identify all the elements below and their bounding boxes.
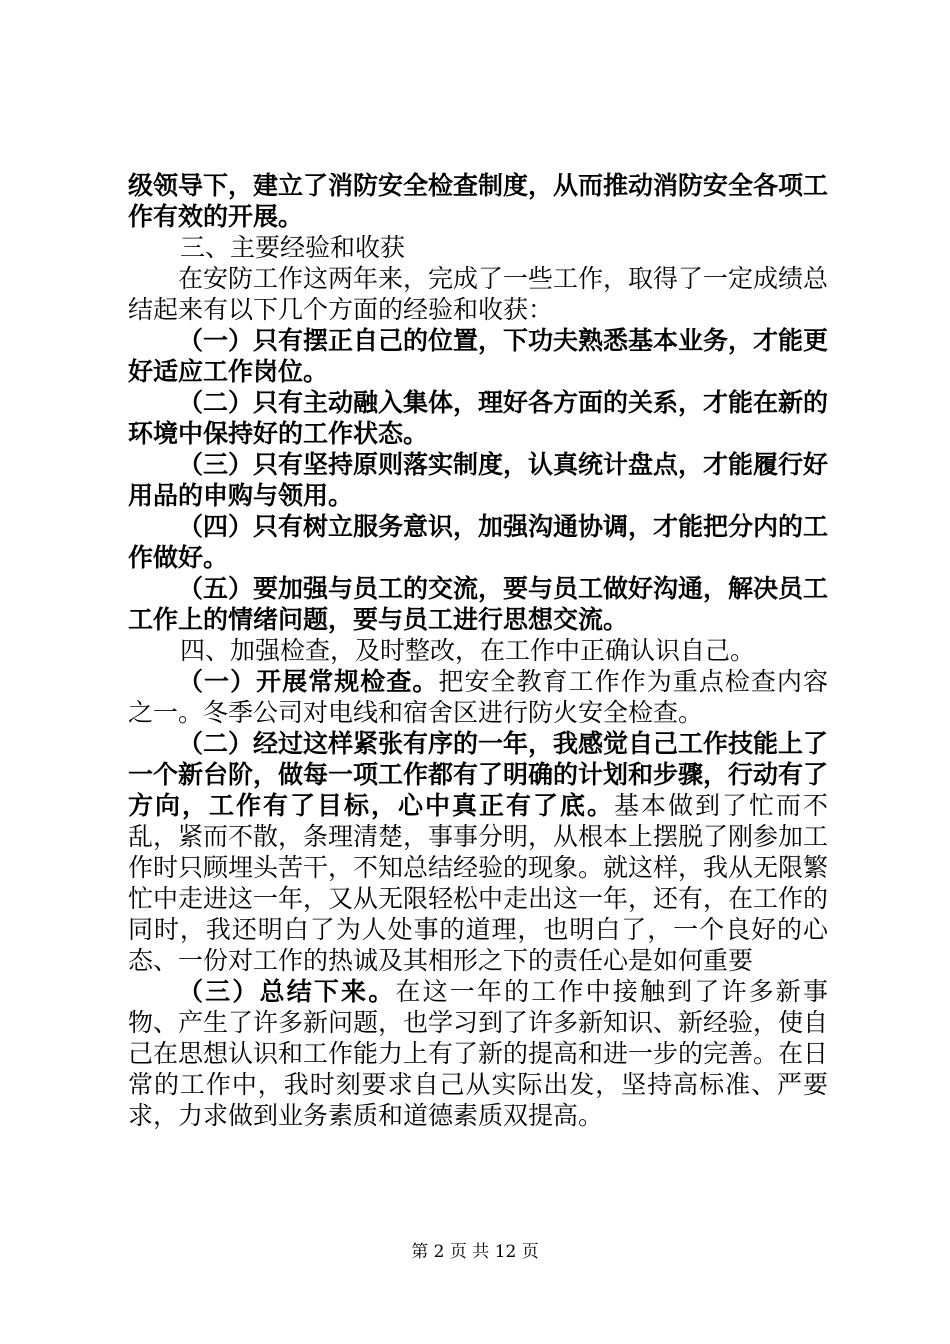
list-item-4 <box>128 511 828 573</box>
list-item-5 <box>128 573 828 635</box>
check-item-lead: （二）经过这样紧张有序的一年，我感觉自己工作技能上了一个新台阶，做每一项工作都有了明确的计划和步骤，行动有了方向，工作有了目标，心中真正有了底。 <box>128 729 829 820</box>
heading-text: 三、主要经验和收获 <box>180 233 406 262</box>
paragraph-3 <box>128 263 828 325</box>
check-item-1 <box>128 666 828 728</box>
check-item-lead: （三）总结下来。 <box>178 977 396 1006</box>
list-item-1 <box>128 325 828 387</box>
list-item-text: （四）只有树立服务意识，加强沟通协调，才能把分内的工作做好。 <box>128 512 829 572</box>
paragraph-1 <box>128 170 828 232</box>
check-item-text: 在这一年的工作中接触到了许多新事物、产生了许多新问题，也学习到了许多新知识、新经验，使自己在思想认识和工作能力上有了新的提高和进一步的完善。在日常的工作中，我时刻要求自己从实际出发，坚持高标准、严要求，力求做到业务素质和道德素质双提高。 <box>128 977 829 1130</box>
section-heading-3 <box>128 232 828 263</box>
paragraph-text: 级领导下，建立了消防安全检查制度，从而推动消防安全各项工作有效的开展。 <box>128 171 829 231</box>
list-item-text: （一）只有摆正自己的位置，下功夫熟悉基本业务，才能更好适应工作岗位。 <box>128 326 829 386</box>
list-item-3 <box>128 449 828 511</box>
check-item-text: 基本做到了忙而不乱，紧而不散，条理清楚，事事分明，从根本上摆脱了刚参加工作时只顾埋头苦干，不知总结经验的现象。就这样，我从无限繁忙中走进这一年，又从无限轻松中走出这一年，还有，在工作的同时，我还明白了为人处事的道理，也明白了，一个良好的心态、一份对工作的热诚及其相形之下的责任心是如何重要 <box>128 791 829 975</box>
section-heading-4 <box>128 635 828 666</box>
document-body <box>128 170 828 1131</box>
page-footer <box>0 1242 950 1262</box>
paragraph-text: 在安防工作这两年来，完成了一些工作，取得了一定成绩总结起来有以下几个方面的经验和收获： <box>128 264 829 324</box>
list-item-text: （二）只有主动融入集体，理好各方面的关系，才能在新的环境中保持好的工作状态。 <box>128 388 829 448</box>
check-item-text: 把安全教育工作作为重点检查内容之一。冬季公司对电线和宿舍区进行防火安全检查。 <box>128 667 828 727</box>
check-item-2 <box>128 728 828 976</box>
list-item-text: （五）要加强与员工的交流，要与员工做好沟通，解决员工工作上的情绪问题，要与员工进行思想交流。 <box>128 574 829 634</box>
list-item-text: （三）只有坚持原则落实制度，认真统计盘点，才能履行好用品的申购与领用。 <box>128 450 829 510</box>
list-item-2 <box>128 387 828 449</box>
check-item-3 <box>128 976 828 1131</box>
heading-text: 四、加强检查，及时整改，在工作中正确认识自己。 <box>180 636 756 665</box>
check-item-lead: （一）开展常规检查。 <box>178 667 439 696</box>
page-number: 第 2 页 共 12 页 <box>411 1242 539 1262</box>
